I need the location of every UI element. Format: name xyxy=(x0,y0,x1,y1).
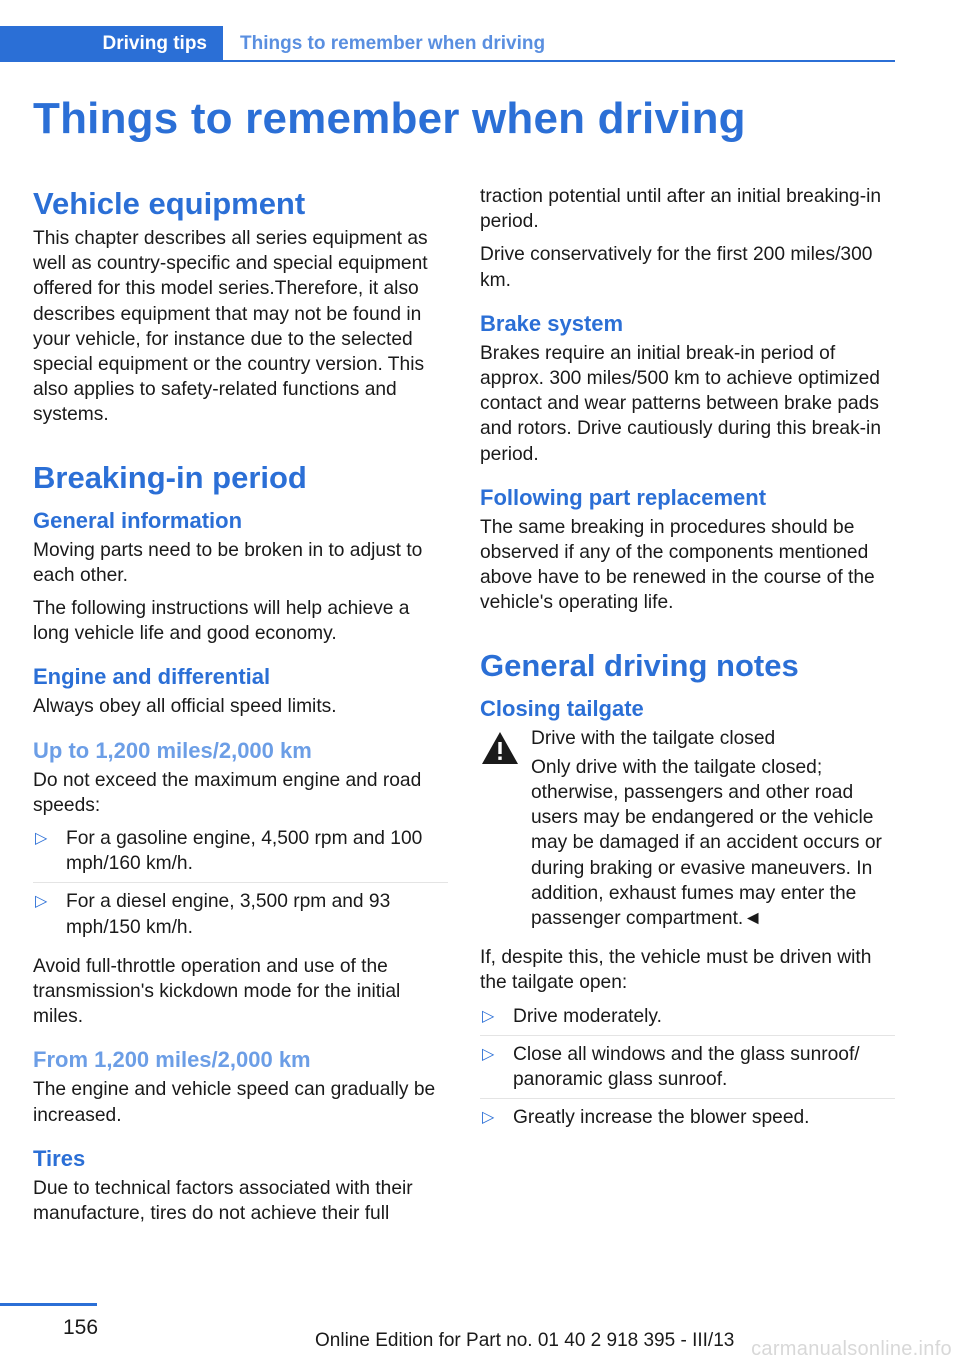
list-up-to xyxy=(33,826,448,946)
triangle-bullet-icon: ▷ xyxy=(482,1007,495,1025)
page-title: Things to remember when driving xyxy=(33,94,746,143)
paragraph-brake: Brakes require an initial break-in period of approx. 300 miles/500 km to achieve optimized contact and wear patterns between brake pads and rotors. Drive cautiously during this break-in period. xyxy=(480,342,881,465)
list-item xyxy=(480,1004,895,1036)
warning-title: Drive with the tailgate closed xyxy=(531,727,776,749)
paragraph-up-to: Do not exceed the maximum engine and road speeds: xyxy=(33,769,422,816)
list-item-text: Close all windows and the glass sunroof/ panoramic glass sunroof. xyxy=(513,1043,860,1091)
paragraph-tires: Due to technical factors associated with their manufacture, tires do not achieve their full xyxy=(33,1177,413,1225)
paragraph-general-1: Moving parts need to be broken in to adjust to each other. xyxy=(33,539,423,586)
list-item-text: For a diesel engine, 3,500 rpm and 93 mph/150 km/h. xyxy=(66,891,391,938)
list-item xyxy=(33,889,448,945)
paragraph-following: The same breaking in procedures should be observed if any of the components mentioned above have to be renewed in the course of the vehicle's operating life. xyxy=(480,516,875,614)
paragraph-engine: Always obey all official speed limits. xyxy=(33,696,337,718)
warning-body: Only drive with the tailgate closed; otherwise, passengers and other road users may be endangered or the vehicle may be damaged if an accident occurs or during braking or evasive maneuvers. In addition, exhaust fumes may enter the passenger compartment.◄ xyxy=(531,756,882,930)
footer-edition: Online Edition for Part no. 01 40 2 918 395 - III/13 xyxy=(315,1330,735,1351)
paragraph-drive-conservatively: Drive conservatively for the first 200 miles/300 km. xyxy=(480,244,873,291)
page-number: 156 xyxy=(63,1316,99,1339)
list-item xyxy=(33,826,448,883)
left-column xyxy=(33,184,448,1234)
paragraph-tires-cont: traction potential until after an initial breaking-in period. xyxy=(480,186,882,233)
heading-following-part: Following part replacement xyxy=(480,484,767,510)
triangle-bullet-icon: ▷ xyxy=(35,830,48,848)
list-item xyxy=(480,1042,895,1099)
list-item-text: For a gasoline engine, 4,500 rpm and 100 mph/160 km/h. xyxy=(66,828,423,875)
heading-general-driving-notes: General driving notes xyxy=(480,647,799,683)
triangle-bullet-icon: ▷ xyxy=(35,893,48,911)
right-column xyxy=(480,184,895,1144)
paragraph-full-throttle: Avoid full-throttle operation and use of the transmission's kickdown mode for the initial miles. xyxy=(33,955,401,1028)
header-tabbar xyxy=(0,26,895,62)
list-item xyxy=(480,1105,895,1136)
paragraph-from: The engine and vehicle speed can gradually be increased. xyxy=(33,1079,436,1126)
warning-triangle-icon xyxy=(480,730,520,766)
paragraph-general-2: The following instructions will help achieve a long vehicle life and good economy. xyxy=(33,598,410,645)
heading-closing-tailgate: Closing tailgate xyxy=(480,695,644,721)
triangle-bullet-icon: ▷ xyxy=(482,1109,495,1127)
heading-tires: Tires xyxy=(33,1145,86,1171)
header-rule xyxy=(0,60,895,62)
paragraph-despite: If, despite this, the vehicle must be driven with the tailgate open: xyxy=(480,947,872,994)
triangle-bullet-icon: ▷ xyxy=(482,1045,495,1063)
footer-rule xyxy=(0,1303,97,1306)
heading-brake-system: Brake system xyxy=(480,310,624,336)
tab-things-to-remember[interactable]: Things to remember when driving xyxy=(240,33,546,54)
list-item-text: Greatly increase the blower speed. xyxy=(513,1107,810,1129)
heading-vehicle-equipment: Vehicle equipment xyxy=(33,186,306,221)
watermark: carmanualsonline.info xyxy=(751,1338,952,1360)
list-tailgate xyxy=(480,1004,895,1137)
warning-block xyxy=(480,726,895,932)
heading-up-to-1200: Up to 1,200 miles/2,000 km xyxy=(33,737,312,763)
heading-breaking-in: Breaking-in period xyxy=(33,459,307,495)
heading-general-information: General information xyxy=(33,507,243,533)
tab-driving-tips[interactable]: Driving tips xyxy=(0,26,223,62)
heading-engine-differential: Engine and differential xyxy=(33,664,271,690)
heading-from-1200: From 1,200 miles/2,000 km xyxy=(33,1047,311,1073)
paragraph-vehicle-equipment: This chapter describes all series equipment as well as country-specific and special equipment offered for this model series.Therefore, it also describes equipment that may not be found in your vehicle, for instance due to the selected special equipment or the country version. This also applies to safety-related functions and systems. xyxy=(33,228,428,426)
list-item-text: Drive moderately. xyxy=(513,1005,662,1027)
